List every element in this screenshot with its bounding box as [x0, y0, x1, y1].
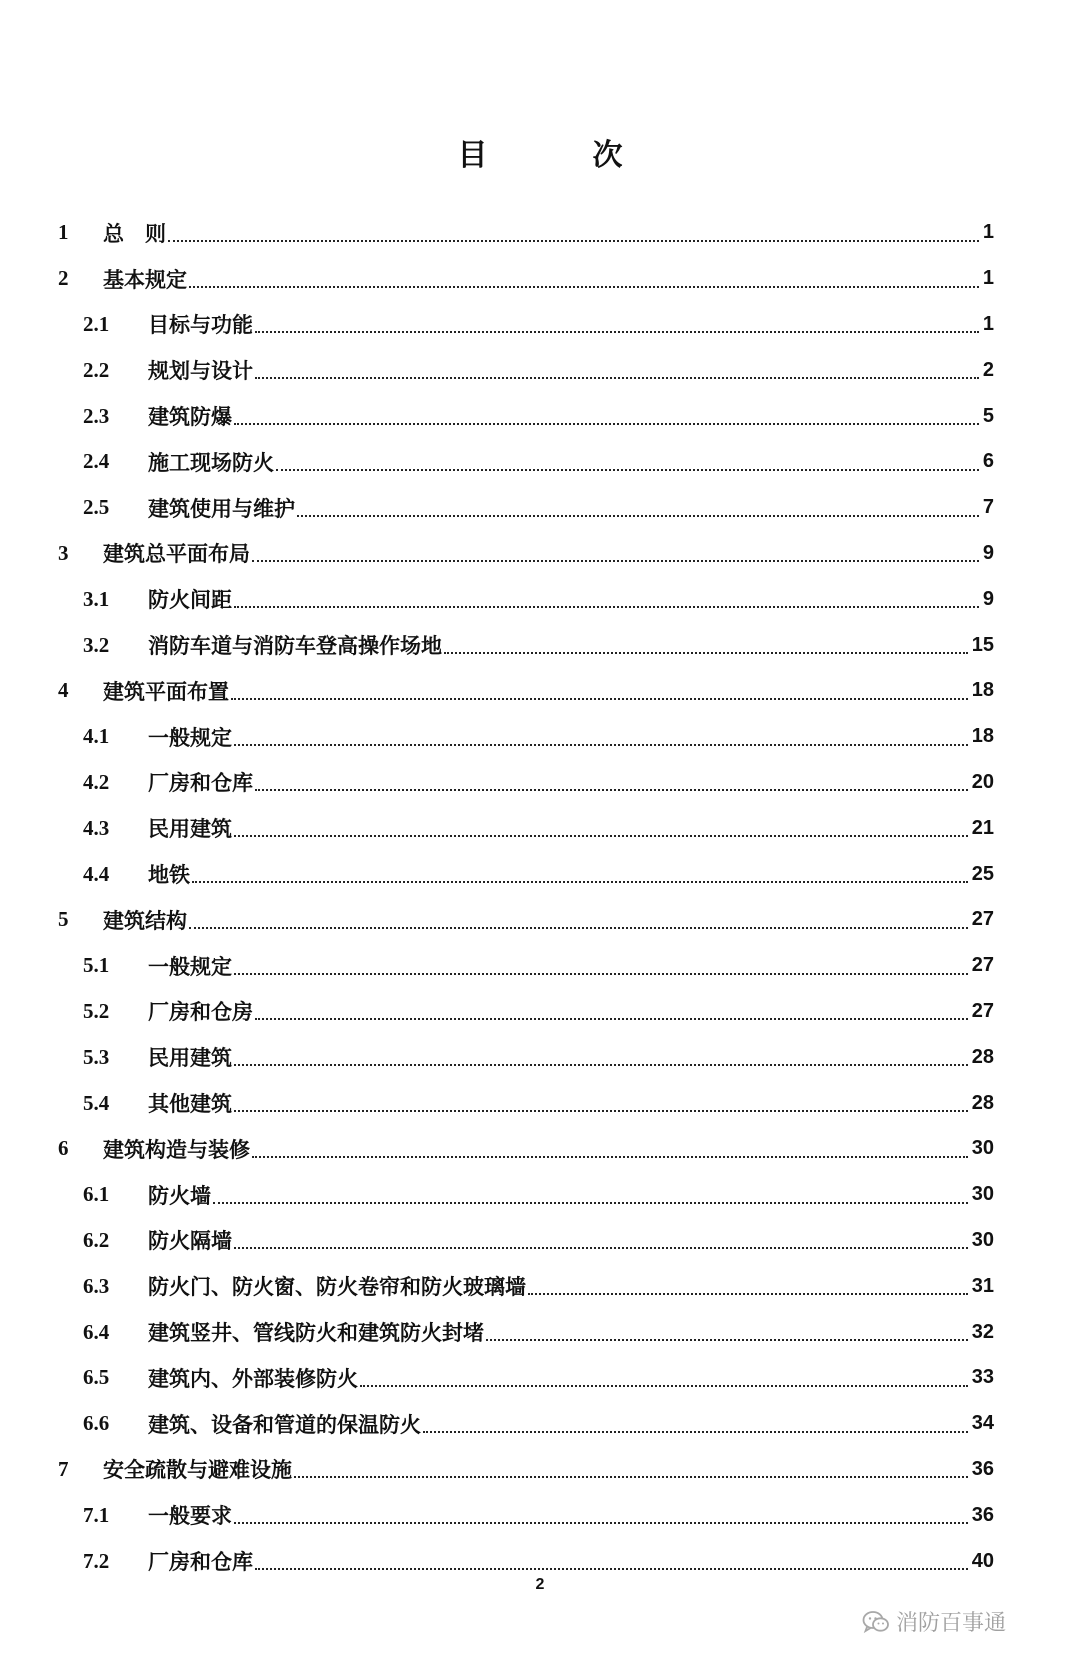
toc-entry[interactable] [58, 1263, 994, 1309]
toc-entry-label: 建筑构造与装修 [103, 1136, 250, 1162]
title-char-left: 目 [457, 138, 488, 173]
page-title [0, 130, 1080, 174]
toc-dot-leader [234, 1110, 968, 1112]
toc-entry-number: 6.2 [83, 1227, 110, 1252]
toc-entry[interactable] [58, 1126, 994, 1172]
toc-entry-label: 防火墙 [148, 1182, 211, 1208]
toc-entry-number: 5.2 [83, 998, 110, 1023]
toc-entry-number: 6.3 [83, 1273, 110, 1298]
toc-entry-label: 目标与功能 [148, 312, 253, 338]
toc-entry-page: 40 [971, 1549, 994, 1572]
toc-dot-leader [231, 698, 968, 700]
toc-dot-leader [189, 286, 979, 288]
toc-entry-label: 基本规定 [103, 266, 187, 292]
watermark [862, 1606, 1006, 1637]
toc-entry-page: 2 [982, 358, 994, 381]
toc-entry[interactable] [58, 668, 994, 714]
toc-dot-leader [234, 1522, 968, 1524]
toc-dot-leader [234, 835, 968, 837]
toc-entry-number: 2.2 [83, 357, 110, 382]
toc-entry-page: 1 [982, 312, 994, 335]
toc-dot-leader [234, 744, 968, 746]
toc-entry[interactable] [58, 302, 994, 348]
toc-entry[interactable] [58, 760, 994, 806]
toc-entry-number: 3 [58, 540, 69, 565]
toc-entry-number: 4.3 [83, 815, 110, 840]
toc-entry-number: 6.4 [83, 1319, 110, 1344]
toc-entry[interactable] [58, 485, 994, 531]
toc-entry-page: 28 [971, 1091, 994, 1114]
toc-entry-page: 9 [982, 541, 994, 564]
toc-entry-number: 7.1 [83, 1502, 110, 1527]
toc-entry-number: 2 [58, 266, 69, 291]
toc-dot-leader [486, 1339, 968, 1341]
toc-entry-number: 7 [58, 1456, 69, 1481]
toc-entry-page: 7 [982, 496, 994, 519]
title-char-right: 次 [592, 138, 623, 173]
toc-entry[interactable] [58, 1355, 994, 1401]
toc-dot-leader [234, 1247, 968, 1249]
toc-entry-label: 建筑总平面布局 [103, 541, 250, 567]
toc-entry-number: 6 [58, 1136, 69, 1161]
toc-dot-leader [297, 515, 979, 517]
toc-entry-page: 36 [971, 1457, 994, 1480]
toc-dot-leader [423, 1431, 968, 1433]
toc-entry-label: 一般要求 [148, 1503, 232, 1529]
toc-entry-page: 20 [971, 770, 994, 793]
toc-entry-label: 建筑防爆 [148, 404, 232, 430]
toc-entry-label: 建筑、设备和管道的保温防火 [148, 1411, 421, 1437]
toc-entry-number: 2.1 [83, 311, 110, 336]
toc-entry[interactable] [58, 210, 994, 256]
toc-entry[interactable] [58, 1172, 994, 1218]
page-number: 2 [535, 1576, 545, 1593]
toc-dot-leader [255, 331, 979, 333]
toc-entry[interactable] [58, 989, 994, 1035]
toc-entry-page: 9 [982, 587, 994, 610]
toc-entry[interactable] [58, 1492, 994, 1538]
toc-dot-leader [252, 560, 979, 562]
toc-entry[interactable] [58, 897, 994, 943]
toc-entry-label: 建筑竖井、管线防火和建筑防火封堵 [148, 1320, 484, 1346]
toc-entry-number: 4.2 [83, 769, 110, 794]
toc-entry-number: 7.2 [83, 1548, 110, 1573]
toc-entry-label: 规划与设计 [148, 358, 253, 384]
toc-dot-leader [234, 1064, 968, 1066]
toc-dot-leader [255, 377, 979, 379]
toc-entry-number: 6.5 [83, 1365, 110, 1390]
toc-dot-leader [213, 1202, 968, 1204]
toc-dot-leader [444, 652, 968, 654]
toc-entry-page: 31 [971, 1274, 994, 1297]
toc-dot-leader [255, 1568, 968, 1570]
toc-entry-page: 27 [971, 908, 994, 931]
toc-entry-number: 5.1 [83, 953, 110, 978]
toc-entry[interactable] [58, 1447, 994, 1493]
toc-entry-number: 2.4 [83, 449, 110, 474]
toc-entry-number: 5.4 [83, 1090, 110, 1115]
toc-dot-leader [192, 881, 968, 883]
toc-entry-page: 34 [971, 1412, 994, 1435]
toc-entry[interactable] [58, 622, 994, 668]
toc-entry-label: 地铁 [148, 862, 190, 888]
toc-dot-leader [294, 1476, 968, 1478]
wechat-icon [862, 1610, 890, 1634]
toc-entry-number: 4.1 [83, 724, 110, 749]
toc-entry[interactable] [58, 805, 994, 851]
toc-entry-page: 28 [971, 1045, 994, 1068]
toc-entry[interactable] [58, 1034, 994, 1080]
toc-dot-leader [255, 789, 968, 791]
toc-entry-label: 防火门、防火窗、防火卷帘和防火玻璃墙 [148, 1274, 526, 1300]
toc-entry-page: 18 [971, 679, 994, 702]
toc-entry-number: 5.3 [83, 1044, 110, 1069]
toc-entry-number: 5 [58, 907, 69, 932]
toc-dot-leader [255, 1018, 968, 1020]
toc-dot-leader [528, 1293, 968, 1295]
toc-entry[interactable] [58, 531, 994, 577]
toc-entry[interactable] [58, 393, 994, 439]
toc-entry-label: 防火隔墙 [148, 1228, 232, 1254]
toc-entry-page: 30 [971, 1183, 994, 1206]
toc-entry-label: 民用建筑 [148, 816, 232, 842]
toc-entry-page: 30 [971, 1137, 994, 1160]
toc-dot-leader [252, 1156, 968, 1158]
toc-entry[interactable] [58, 576, 994, 622]
toc-entry-label: 厂房和仓库 [148, 1549, 253, 1574]
toc-entry-page: 21 [971, 816, 994, 839]
toc-entry-page: 18 [971, 725, 994, 748]
toc-entry-page: 27 [971, 999, 994, 1022]
toc-entry-page: 36 [971, 1503, 994, 1526]
toc-entry-label: 建筑结构 [103, 907, 187, 933]
toc-dot-leader [234, 606, 979, 608]
toc-entry-label: 厂房和仓房 [148, 999, 253, 1025]
toc-dot-leader [234, 423, 979, 425]
toc-entry-page: 5 [982, 404, 994, 427]
toc-entry[interactable] [58, 439, 994, 485]
toc-entry-number: 4.4 [83, 861, 110, 886]
toc-entry[interactable] [58, 1309, 994, 1355]
toc-entry-label: 一般规定 [148, 724, 232, 750]
toc-entry-label: 建筑内、外部装修防火 [148, 1365, 358, 1391]
toc-entry[interactable] [58, 1401, 994, 1447]
toc-entry-label: 安全疏散与避难设施 [103, 1457, 292, 1483]
toc-entry-number: 1 [58, 220, 69, 245]
watermark-text: 消防百事通 [896, 1611, 1007, 1636]
toc-entry-label: 施工现场防火 [148, 449, 274, 475]
table-of-contents [58, 210, 994, 1584]
toc-entry[interactable] [58, 347, 994, 393]
toc-entry-page: 33 [971, 1366, 994, 1389]
toc-dot-leader [234, 973, 968, 975]
toc-entry[interactable] [58, 1218, 994, 1264]
toc-entry-number: 4 [58, 678, 69, 703]
toc-entry-number: 2.5 [83, 495, 110, 520]
toc-entry[interactable] [58, 256, 994, 302]
toc-entry-number: 2.3 [83, 403, 110, 428]
toc-entry-page: 27 [971, 954, 994, 977]
toc-dot-leader [189, 927, 968, 929]
toc-entry-number: 6.1 [83, 1182, 110, 1207]
toc-entry-label: 消防车道与消防车登高操作场地 [148, 633, 442, 659]
toc-entry-label: 建筑平面布置 [103, 678, 229, 704]
toc-dot-leader [168, 240, 979, 242]
toc-entry-label: 一般规定 [148, 953, 232, 979]
toc-entry-label: 防火间距 [148, 587, 232, 613]
toc-entry-page: 25 [971, 862, 994, 885]
toc-entry-number: 3.1 [83, 586, 110, 611]
toc-entry-label: 其他建筑 [148, 1091, 232, 1117]
toc-entry-label: 厂房和仓库 [148, 770, 253, 796]
toc-entry-page: 30 [971, 1228, 994, 1251]
toc-dot-leader [276, 469, 979, 471]
toc-entry-page: 15 [971, 633, 994, 656]
toc-entry-page: 1 [982, 267, 994, 290]
toc-entry-label: 建筑使用与维护 [148, 495, 295, 521]
toc-entry-number: 6.6 [83, 1411, 110, 1436]
toc-entry-page: 32 [971, 1320, 994, 1343]
toc-dot-leader [360, 1385, 968, 1387]
toc-entry-page: 6 [982, 450, 994, 473]
toc-entry[interactable] [58, 943, 994, 989]
toc-entry-page: 1 [982, 221, 994, 244]
toc-entry[interactable] [58, 1080, 994, 1126]
toc-entry-number: 3.2 [83, 632, 110, 657]
toc-entry[interactable] [58, 851, 994, 897]
toc-entry[interactable] [58, 714, 994, 760]
toc-entry-label: 总 则 [103, 220, 166, 246]
toc-entry-label: 民用建筑 [148, 1045, 232, 1071]
